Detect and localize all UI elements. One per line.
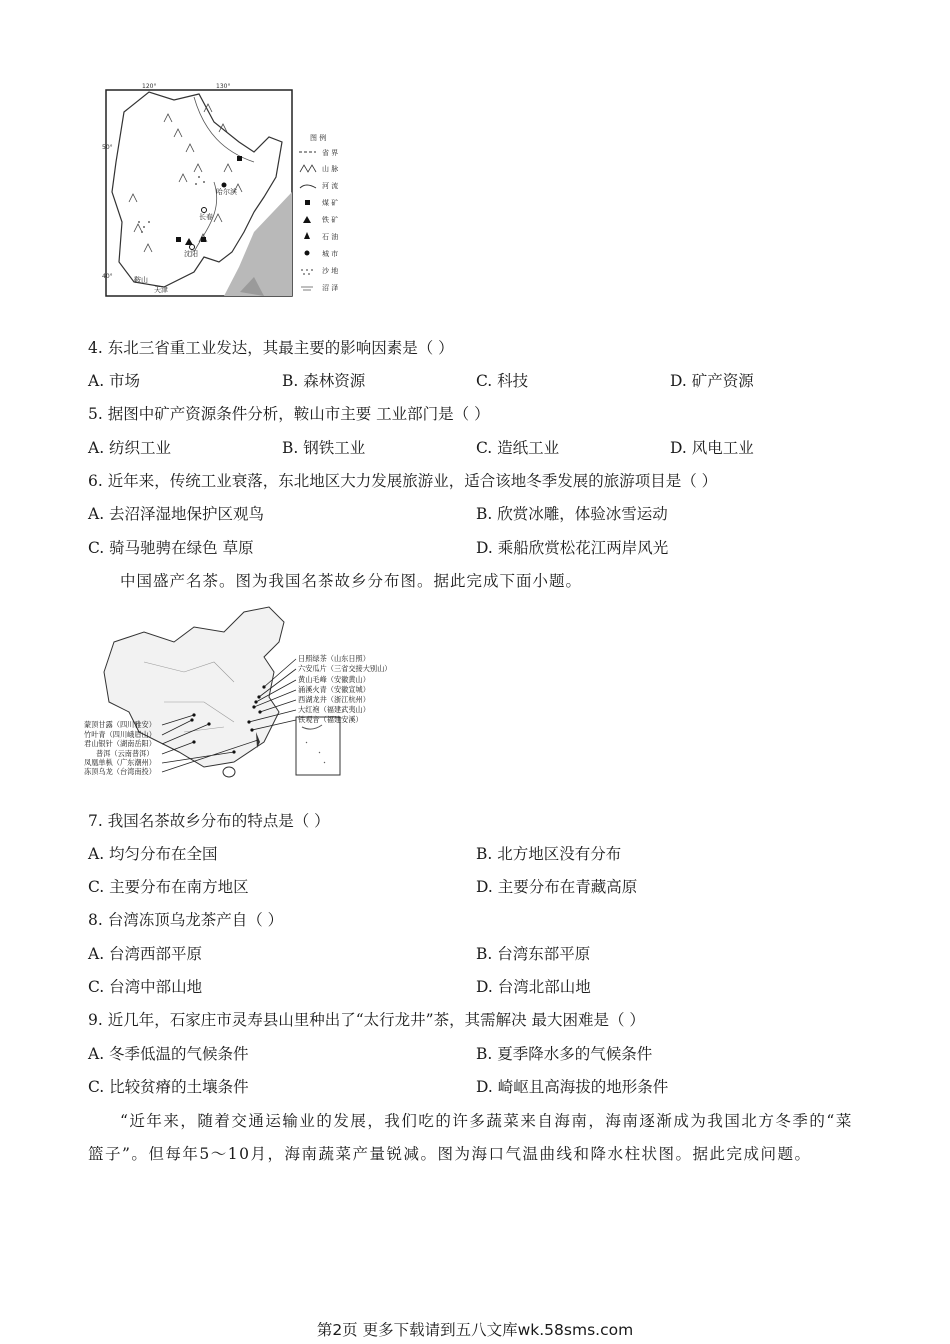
svg-text:石 油: 石 油 [322,233,339,241]
question-6-stem: 6. 近年来，传统工业衰落，东北地区大力发展旅游业，适合该地冬季发展的旅游项目是（ ） [88,472,718,490]
svg-text:铁 矿: 铁 矿 [322,216,339,224]
city-label-tianjin: 天津 [154,286,168,294]
city-label-harbin: 哈尔滨 [216,188,237,196]
q8-option-b[interactable]: B. 台湾东部平原 [476,945,591,963]
china-tea-map [84,602,404,780]
q9-option-a[interactable]: A. 冬季低温的气候条件 [88,1045,249,1063]
hainan-intro-paragraph: “近年来，随着交通运输业的发展，我们吃的许多蔬菜来自海南，海南逐渐成为我国北方冬季的“菜篮子”。但每年5～10月，海南蔬菜产量锐减。图为海口气温曲线和降水柱状图。据此完成问题。 [88,1112,853,1163]
city-label-anshan: 鞍山 [134,276,148,284]
q7-option-a[interactable]: A. 均匀分布在全国 [88,845,218,863]
question-8-stem: 8. 台湾冻顶乌龙茶产自（ ） [88,911,284,929]
tea-label-zhuyeqing: 竹叶青（四川峨眉山） [84,730,156,739]
map1-legend [299,133,338,292]
q9-option-d[interactable]: D. 崎岖且高海拔的地形条件 [476,1078,669,1096]
q7-option-b[interactable]: B. 北方地区没有分布 [476,845,622,863]
q6-option-d[interactable]: D. 乘船欣赏松花江两岸风光 [476,539,669,557]
svg-text:沼 泽: 沼 泽 [322,284,339,292]
tea-label-yongxi: 涌溪火青（安徽宣城） [298,685,370,694]
svg-text:沙 地: 沙 地 [322,267,339,275]
tea-intro-text: 中国盛产名茶。图为我国名茶故乡分布图。据此完成下面小题。 [120,572,583,590]
q7-option-c[interactable]: C. 主要分布在南方地区 [88,878,249,896]
q5-option-b[interactable]: B. 钢铁工业 [282,439,366,457]
tea-label-tieguanyin: 铁观音（福建安溪） [298,715,363,724]
svg-text:河 流: 河 流 [322,182,339,190]
q9-option-b[interactable]: B. 夏季降水多的气候条件 [476,1045,653,1063]
svg-text:城 市: 城 市 [322,250,339,258]
svg-text:图 例: 图 例 [310,134,327,142]
tea-label-junshan: 君山银针（湖南岳阳） [84,739,156,748]
svg-text:省 界: 省 界 [322,149,339,157]
q8-option-c[interactable]: C. 台湾中部山地 [88,978,203,996]
q8-option-a[interactable]: A. 台湾西部平原 [88,945,203,963]
q6-option-b[interactable]: B. 欣赏冰雕，体验冰雪运动 [476,505,668,523]
tea-label-puer: 普洱（云南普洱） [96,749,154,758]
q5-option-d[interactable]: D. 风电工业 [670,439,754,457]
lat-label-50: 50° [102,144,113,151]
page-footer[interactable]: 第2页 更多下载请到五八文库wk.58sms.com [316,1321,634,1339]
svg-text:煤 矿: 煤 矿 [322,199,339,207]
q4-option-a[interactable]: A. 市场 [88,372,141,390]
city-label-shenyang: 沈阳 [184,250,198,258]
city-label-changchun: 长春 [199,213,213,221]
svg-text:山 脉: 山 脉 [322,165,339,173]
question-4-stem: 4. 东北三省重工业发达，其最主要的影响因素是（ ） [88,339,454,357]
tea-label-longjing: 西湖龙井（浙江杭州） [298,695,370,704]
q8-option-d[interactable]: D. 台湾北部山地 [476,978,591,996]
q7-option-d[interactable]: D. 主要分布在青藏高原 [476,878,638,896]
question-9-stem: 9. 近几年，石家庄市灵寿县山里种出了“太行龙井”茶，其需解决 最大困难是（ ） [88,1011,645,1029]
question-5-stem: 5. 据图中矿产资源条件分析，鞍山市主要 工业部门是（ ） [88,405,490,423]
tea-label-fenghuang: 凤凰单枞（广东潮州） [84,758,156,767]
q6-option-c[interactable]: C. 骑马驰骋在绿色 草原 [88,539,254,557]
tea-label-luan: 六安瓜片（三省交接大别山） [298,664,392,673]
lon-label-120: 120° [142,83,157,90]
question-7-stem: 7. 我国名茶故乡分布的特点是（ ） [88,812,330,830]
q4-option-c[interactable]: C. 科技 [476,372,529,390]
q4-option-b[interactable]: B. 森林资源 [282,372,366,390]
tea-label-huangshan: 黄山毛峰（安徽黄山） [298,675,370,684]
lat-label-40: 40° [102,273,113,280]
q9-option-c[interactable]: C. 比较贫瘠的土壤条件 [88,1078,249,1096]
northeast-china-map [104,82,354,298]
q5-option-a[interactable]: A. 纺织工业 [88,439,172,457]
tea-label-dongding: 冻顶乌龙（台湾南投） [84,767,156,776]
lon-label-130: 130° [216,83,231,90]
tea-label-rizhao: 日照绿茶（山东日照） [298,654,370,663]
tea-label-dahongpao: 大红袍（福建武夷山） [298,705,370,714]
q5-option-c[interactable]: C. 造纸工业 [476,439,560,457]
tea-label-mengding: 蒙顶甘露（四川雅安） [84,720,156,729]
q4-option-d[interactable]: D. 矿产资源 [670,372,754,390]
q6-option-a[interactable]: A. 去沼泽湿地保护区观鸟 [88,505,265,523]
